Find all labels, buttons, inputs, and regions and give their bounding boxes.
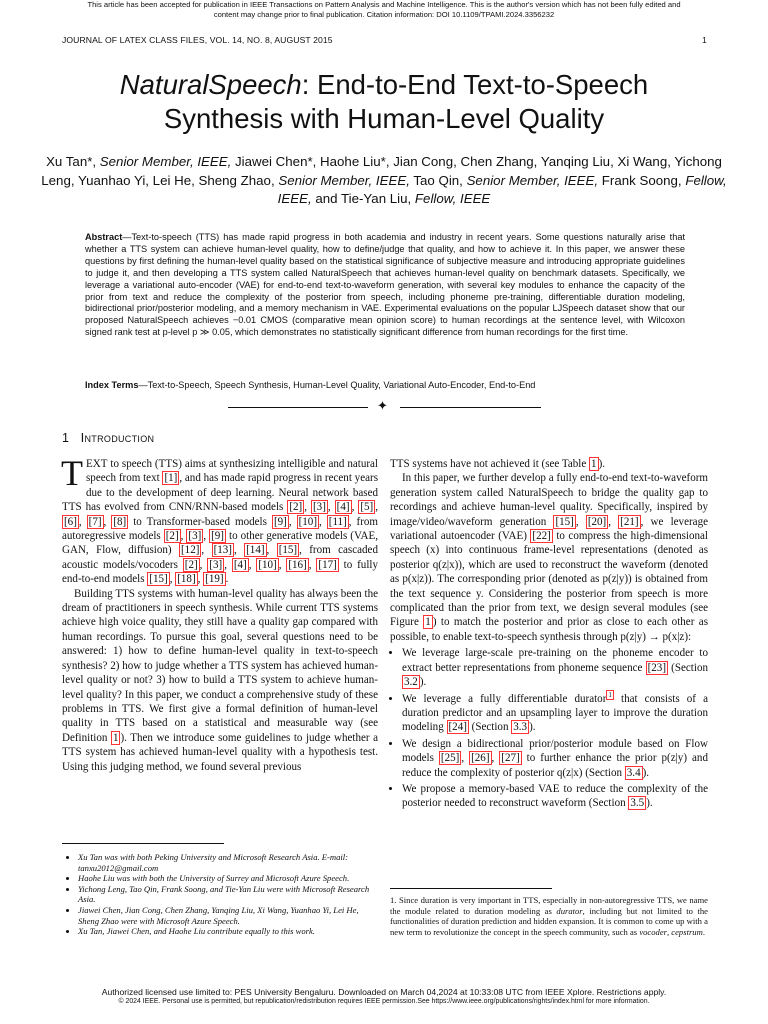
text-run: , [375,501,378,514]
text-run: , [78,515,87,528]
publication-notice [0,0,768,20]
text-run: , [491,752,500,765]
text-run: to other generative models (VAE, GAN, Flow, diffusion) [62,530,378,557]
citation-link[interactable]: [26] [471,752,490,765]
text-run: , [308,558,317,571]
footnote-rule-right [390,888,552,889]
text-run: to fully end-to-end models [62,558,378,586]
affiliation-item: • Haohe Liu was with both the University of Surrey and Microsoft Azure Speech. [78,873,378,884]
intro-paragraph-4 [390,471,708,644]
citation-link[interactable]: 1 [591,458,597,470]
contribution-item [402,692,708,735]
text-run: , [197,573,204,586]
text-run: , we leverage variational autoencoder (VAE) [390,515,708,543]
text-run: , [461,752,470,765]
text-run: , [199,558,208,571]
author-membership: Senior Member, IEEE, [99,154,232,169]
affiliation-footnotes [62,852,378,937]
text-run: TTS systems have not achieved it (see Table [390,458,590,470]
contribution-item [402,646,708,689]
affiliation-item: • Jiawei Chen, Jian Cong, Chen Zhang, Yanqing Liu, Xi Wang, Yuanhao Yi, Lei He, Sheng Zhao were with Microsoft Azure Speech. [78,905,378,926]
text-run: We leverage large-scale pre-training on the phoneme encoder to extract better representations from phoneme sequence [402,647,708,674]
contribution-item [402,737,708,780]
text-run: , [327,501,335,514]
citation-link[interactable]: [10] [298,515,317,528]
citation-link[interactable]: [2] [184,558,198,571]
citation-link[interactable]: [7] [88,515,102,528]
text-run: , [304,501,311,514]
text-run: , [575,515,586,528]
dropcap-letter: T [61,453,83,493]
citation-link[interactable]: [3] [209,558,223,571]
text-run: to compress the high-dimensional speech (x) into continuous frame-level representations (denoted as posterior q(z|x)), which are used to reconstruct the waveform (denoted as p(x|z)). The corresponding prior (denoted as p(z|y)) is obtained from the text sequence y. Considering the posterior from speech is more complicated than the prior from text, we design several modules (see Figure [390,530,708,629]
index-terms-text: —Text-to-Speech, Speech Synthesis, Human-Level Quality, Variational Auto-Encoder, End-to-End [138,380,536,390]
citation-link[interactable]: [17] [318,558,337,571]
intro-paragraph-1-body [61,453,378,586]
text-run: , [203,530,210,543]
citation-link[interactable]: [24] [448,721,467,734]
abstract [85,232,685,339]
running-head: JOURNAL OF LATEX CLASS FILES, VOL. 14, NO. 8, AUGUST 2015 [62,35,333,45]
dropcap-lead: EXT [86,458,108,470]
text-run: , [103,515,112,528]
license-line-1: Authorized licensed use limited to: PES University Bengaluru. Downloaded on March 04,2024 at 10:33:08 UTC from IEEE Xplore. Restrictions apply. [101,987,667,997]
author-membership: Senior Member, IEEE, [278,172,410,188]
section-title: Introduction [80,430,155,445]
index-terms [85,379,685,391]
citation-link[interactable]: [6] [64,515,77,528]
separator-rule-left [228,407,368,408]
text-run: , from autoregressive models [62,515,378,543]
citation-link[interactable]: [1] [164,472,178,485]
affiliation-item: • Yichong Leng, Tao Qin, Frank Soong, and Tie-Yan Liu were with Microsoft Research Asia. [78,884,378,905]
text-run: , [288,515,297,528]
title-line-2: Synthesis with Human-Level Quality [163,103,605,134]
citation-link[interactable]: [14] [246,544,265,557]
text-run: We propose a memory-based VAE to reduce the complexity of the posterior needed to reconstruct waveform (Section [402,782,708,810]
citation-link[interactable]: [3] [188,530,202,543]
citation-link[interactable]: [23] [647,661,666,674]
text-run: , [608,515,619,528]
citation-link[interactable]: [2] [289,501,303,514]
right-column [390,457,708,813]
citation-link[interactable]: [27] [501,752,520,765]
author-names: Frank Soong, [598,172,686,188]
citation-link[interactable]: [25] [440,752,460,765]
license-line-2: © 2024 IEEE. Personal use is permitted, but republication/redistribution requires IEEE permission.See https://www.ieee.org/publications/rights/index.html for more information. [118,998,650,1005]
citation-link[interactable]: [15] [278,544,298,557]
notice-line-2: content may change prior to final publication. Citation information: DOI 10.1109/TPAMI.2024.3356232 [213,10,555,19]
contribution-item [402,782,708,811]
author-names: Tao Qin, [409,172,467,188]
text-run: ). Then we introduce some guidelines to judge whether a TTS system has achieved human-level quality with a hypothesis test. Using this judging method, we found several previous [62,731,379,773]
citation-link[interactable]: [9] [273,515,287,528]
text-run: , [201,544,212,557]
citation-link[interactable]: 1 [425,616,431,629]
citation-link[interactable]: [15] [149,573,168,586]
citation-link[interactable]: [18] [177,573,196,586]
text-run: ) to match the posterior and prior as close to each other as possible, to enable text-to-speech synthesis through p(z|y) → p(x|z): [390,616,709,643]
author-names: and Tie-Yan Liu, [311,191,415,206]
abstract-text: —Text-to-speech (TTS) has made rapid progress in both academia and industry in recent years. Some questions naturally arise that whether a TTS system can achieve human-level quality, how to define/judge that quality, and how to achieve it. In this paper, we answer these questions by first defining the human-level quality based on the statistical significance of subjective measure and introducing appropriate guidelines to judge it, and then developing a TTS system called NaturalSpeech that achieves human-level quality on benchmark datasets. Specifically, we leverage a variational auto-encoder (VAE) for end-to-end text-to-waveform generation, with several key modules to enhance the capacity of the prior from text and reduce the complexity of the posterior from speech, including phoneme pre-training, differentiable duration modeling, bidirectional prior/posterior modeling, and a memory mechanism in VAE. Experimental evaluations on the popular LJSpeech dataset show that our proposed NaturalSpeech achieves −0.01 CMOS (comparative mean opinion score) to human recordings at the sentence level, with Wilcoxon signed rank test at p-level p ≫ 0.05, which demonstrates no statistically significant difference from human recordings for the first time. [85,232,685,338]
intro-paragraph-2 [62,587,378,774]
citation-link[interactable]: 1 [112,731,119,744]
footnote-rule-left [62,843,224,844]
citation-link[interactable]: [21] [620,515,639,528]
text-run: In this paper, we further develop a fully end-to-end text-to-waveform generation system called NaturalSpeech to bridge the quality gap to recordings and achieve human-level quality. Specifically, inspired by image/video/waveform generation [390,472,708,528]
text-run: ). [642,766,650,779]
section-heading [62,430,154,445]
page-number: 1 [702,35,707,45]
text-run: , [248,558,257,571]
text-run: , [667,926,672,937]
citation-link[interactable]: [12] [181,544,200,557]
citation-link[interactable]: [4] [233,558,247,571]
text-run: , [266,544,277,557]
separator-diamond-icon: ✦ [377,398,388,413]
citation-link[interactable]: [15] [555,515,574,528]
text-run: to speech (TTS) aims at synthesizing intelligible and natural speech from text [86,458,378,485]
citation-link[interactable]: [2] [165,530,179,543]
text-run: . [225,573,229,586]
text-run: We design a bidirectional prior/posterior module based on Flow models [402,737,708,765]
text-run: 1. Since duration is very important in TTS, especially in non-autoregressive TTS, we name the module related to duration modeling as [390,895,708,916]
separator-rule-right [400,407,541,408]
left-column [61,453,379,774]
text-run: (Section [668,661,708,674]
citation-link[interactable]: [10] [258,558,277,571]
text-run: , from cascaded acoustic models/vocoders [62,544,378,571]
author-names: Xu Tan*, [46,154,100,169]
text-run: ). [419,676,427,689]
title-line-1-rest: : End-to-End Text-to-Speech [301,69,649,100]
citation-link[interactable]: [16] [288,558,307,571]
citation-link[interactable]: [20] [587,515,607,528]
citation-link[interactable]: [22] [532,530,551,543]
italic-term: cepstrum [671,926,703,937]
text-run: We leverage a fully differentiable durator [402,692,607,705]
text-run: , [169,573,176,586]
citation-link[interactable]: 3.3 [513,721,528,734]
citation-link[interactable]: 3.4 [626,766,641,779]
affiliation-list [62,852,378,937]
text-run: , [224,558,232,571]
contribution-list [390,646,708,810]
author-membership: Fellow, IEEE [414,191,491,206]
citation-link[interactable]: 3.5 [630,797,645,810]
affiliation-item: • Xu Tan, Jiawei Chen, and Haohe Liu contribute equally to this work. [78,926,378,937]
footnote-marker[interactable]: 1 [608,690,612,699]
citation-link[interactable]: [11] [328,515,347,528]
text-run: (Section [468,721,512,734]
text-run: ). [646,797,653,810]
italic-term: durator [556,905,583,916]
text-run: . [702,926,705,937]
text-run: that consists of a duration predictor and an upsampling layer to improve the duration modeling [402,692,709,734]
text-run: , and has made rapid progress in recent years due to the development of deep learning. Neural network based TTS has evolved from CNN/RNN-based models [62,472,378,514]
citation-link[interactable]: [5] [360,501,374,514]
citation-link[interactable]: [13] [213,544,232,557]
citation-link[interactable]: [3] [313,501,326,514]
title-italic-part: NaturalSpeech [119,69,302,100]
section-number: 1 [62,431,70,445]
text-run: to further enhance the prior p(z|y) and reduce the complexity of posterior q(z|x) (Section [402,752,708,779]
intro-paragraph-1 [61,453,378,587]
author-membership: Fellow, IEEE, [277,172,727,206]
text-run: to Transformer-based models [128,515,272,528]
text-run: ). [598,458,606,470]
citation-link[interactable]: [4] [336,501,350,514]
text-run: , [233,544,245,557]
citation-link[interactable]: [19] [205,573,224,586]
italic-term: vocoder [639,926,667,937]
footnote-1 [390,895,708,937]
paper-title [40,68,728,136]
text-run: Building TTS systems with human-level quality has always been the dream of practitioners in speech synthesis. While current TTS systems achieve high voice quality, they still have a quality gap compared with human recordings. To pursue this goal, several questions need to be answered: 1) how to define human-level quality in text-to-speech synthesis? 2) how to judge whether a TTS system has achieved human-level quality or not? 3) how to build a TTS system to achieve human-level quality? In this paper, we conduct a comprehensive study of these problems in TTS. We first give a formal definition of human-level quality in TTS based on a statistical and measurable way (see Definition [62,587,378,744]
text-run: , [319,515,327,528]
citation-link[interactable]: [9] [211,530,224,543]
notice-line-1: This article has been accepted for publication in IEEE Transactions on Pattern Analysis and Machine Intelligence. This is the author's version which has not been fully edited and [87,0,681,9]
affiliation-item: • Xu Tan was with both Peking University and Microsoft Research Asia. E-mail: tanxu2012@gmail.com [78,852,378,873]
abstract-label: Abstract [85,232,123,242]
intro-paragraph-3 [390,457,708,471]
author-names: Jiawei Chen*, Haohe Liu*, Jian Cong, Chen Zhang, Yanqing Liu, Xi Wang, Yichong Leng, Yuanhao Yi, Lei He, Sheng Zhao, [41,154,722,188]
text-run: , [278,558,287,571]
text-run: , including but not limited to the functionalities of duration prediction and hidden expansion. It is common to come up with a new term to revolutionize the concept in the speech community, such as [390,905,709,937]
text-run: ). [529,721,536,734]
author-membership: Senior Member, IEEE, [466,172,599,188]
text-run: , [351,501,359,514]
author-list [40,153,728,209]
text-run: , [180,530,187,543]
index-terms-label: Index Terms [85,380,139,390]
citation-link[interactable]: [8] [113,515,127,528]
citation-link[interactable]: 3.2 [404,676,418,689]
